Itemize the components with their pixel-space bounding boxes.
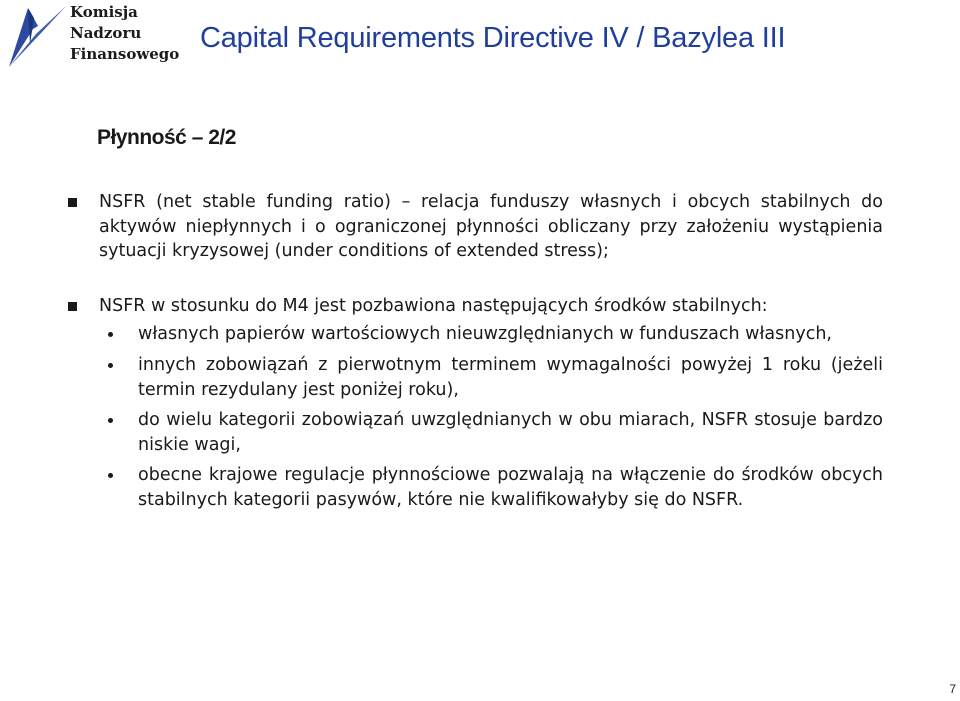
dot-bullet-icon [108,332,113,337]
square-bullet-icon [68,302,77,311]
sub-bullet-item [68,353,883,402]
dot-bullet-icon [108,363,113,368]
bullet-item [68,294,883,319]
bullet-text: NSFR (net stable funding ratio) – relacja funduszy własnych i obcych stabilnych do aktywów niepłynnych i o ograniczonej płynności obliczany przy założeniu wystąpienia sytuacji kryzysowej (under conditions of extended stress); [99,192,883,262]
knf-emblem-icon [4,4,68,70]
logo-wordmark [70,2,179,65]
sub-bullet-text: obecne krajowe regulacje płynnościowe pozwalają na włączenie do środków obcych stabilnych kategorii pasywów, które nie kwalifikowałyby się do NSFR. [138,465,883,510]
dot-bullet-icon [108,418,113,423]
dot-bullet-icon [108,473,113,478]
knf-logo [4,2,179,70]
slide-content [68,190,883,513]
slide-title: Capital Requirements Directive IV / Bazylea III [200,22,786,54]
sub-bullet-text: własnych papierów wartościowych nieuwzględnianych w funduszach własnych, [138,324,832,345]
logo-line-1: Komisja [70,3,138,21]
sub-bullet-item [68,322,883,347]
square-bullet-icon [68,198,77,207]
section-title: Płynność – 2/2 [97,126,236,149]
sub-bullet-item [68,408,883,457]
bullet-item [68,190,883,264]
sub-bullet-item [68,463,883,512]
sub-bullet-text: innych zobowiązań z pierwotnym terminem wymagalności powyżej 1 roku (jeżeli termin rezydulany jest poniżej roku), [138,354,883,400]
sub-bullet-text: do wielu kategorii zobowiązań uwzględnianych w obu miarach, NSFR stosuje bardzo niskie wagi, [138,410,883,455]
logo-line-3: Finansowego [70,45,180,63]
bullet-text: NSFR w stosunku do M4 jest pozbawiona następujących środków stabilnych: [99,295,768,316]
logo-line-2: Nadzoru [70,24,142,42]
page-number: 7 [949,682,956,696]
